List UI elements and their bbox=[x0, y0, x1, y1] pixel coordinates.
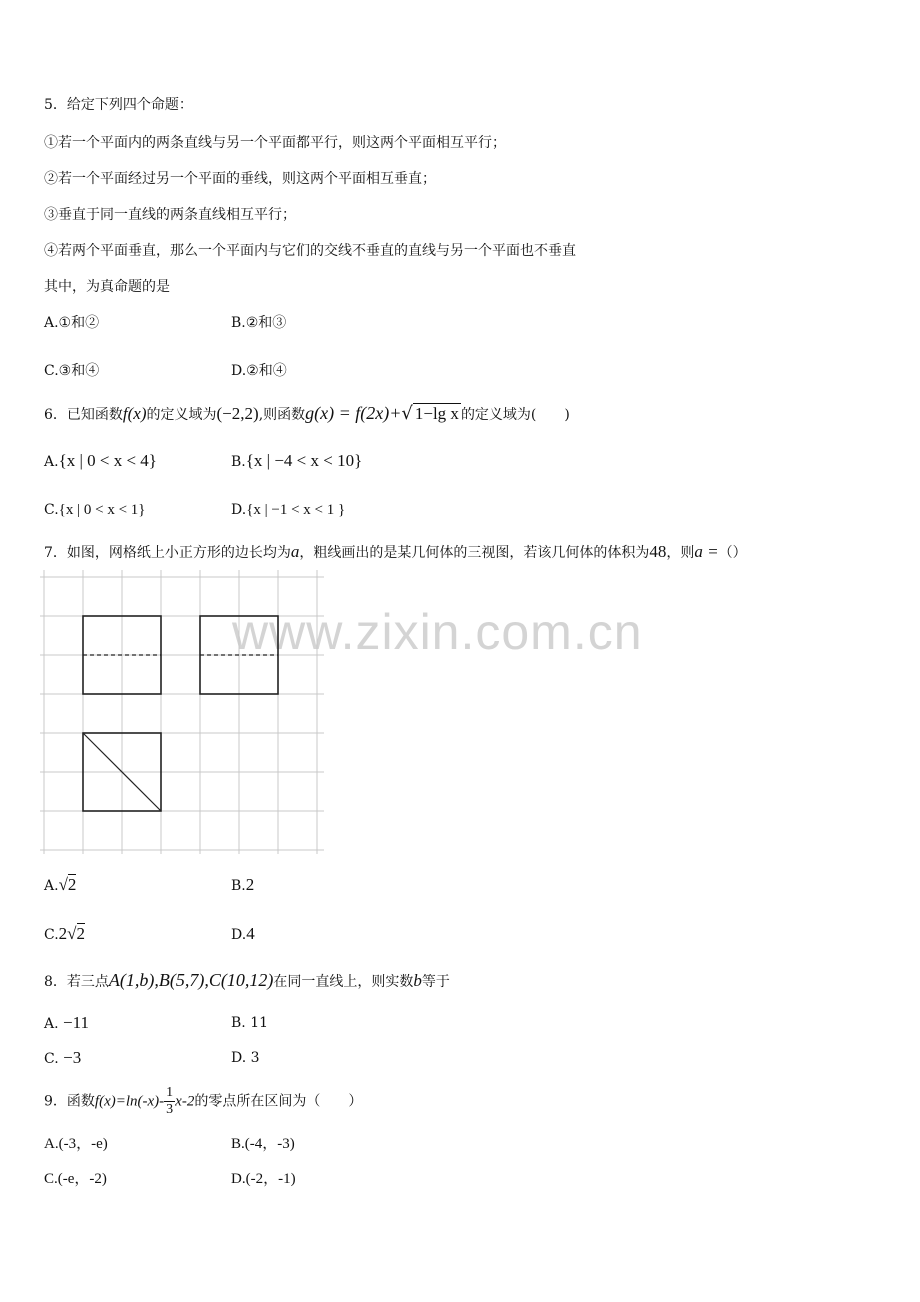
q6-pre: 6．已知函数 bbox=[44, 407, 123, 423]
q6-post: 的定义域为( ) bbox=[460, 407, 570, 423]
q5-stem: 5．给定下列四个命题： bbox=[44, 97, 193, 113]
q7-option-b[interactable] bbox=[231, 875, 254, 896]
q6-domain: (−2,2) bbox=[216, 404, 259, 423]
q5-option-c[interactable]: C.③和④ bbox=[44, 363, 100, 379]
sqrt-icon: √ bbox=[58, 875, 68, 894]
q7-option-a-value: 2 bbox=[67, 875, 77, 894]
q7-mid: ，粗线画出的是某几何体的三视图，若该几何体的体积为 bbox=[299, 545, 650, 561]
q8-option-c-value: −3 bbox=[63, 1048, 82, 1067]
q7-pre: 7．如图，网格纸上小正方形的边长均为 bbox=[44, 545, 291, 561]
q6-option-a-label: A. bbox=[44, 454, 59, 470]
q9-fx: f(x)=ln(-x)- bbox=[94, 1093, 165, 1110]
q7-post1: ，则 bbox=[666, 545, 695, 561]
q6-option-c[interactable] bbox=[44, 500, 146, 520]
q7-eq: a = bbox=[694, 542, 719, 561]
q8-option-b[interactable]: B. 11 bbox=[231, 1015, 269, 1031]
q6-option-b-label: B. bbox=[231, 454, 246, 470]
q6-option-d-value: {x | −1 < x < 1 } bbox=[246, 502, 346, 518]
q5-option-b[interactable]: B.②和③ bbox=[231, 315, 287, 331]
sqrt-icon: √ bbox=[67, 924, 77, 943]
q7-option-c-coef: 2 bbox=[58, 924, 68, 943]
q6-option-b[interactable] bbox=[231, 451, 362, 472]
q6-mid1: 的定义域为 bbox=[146, 407, 217, 423]
q8-mid: 在同一直线上，则实数 bbox=[273, 974, 414, 990]
q6-option-c-value: {x | 0 < x < 1} bbox=[58, 502, 146, 518]
q6-sqrt-body: 1−lg x bbox=[414, 404, 459, 423]
q9-option-b[interactable]: B.(-4，-3) bbox=[231, 1136, 295, 1152]
q9-denominator: 3 bbox=[166, 1102, 174, 1117]
q8-var: b bbox=[413, 971, 422, 990]
q9-tail: x-2 bbox=[175, 1093, 195, 1110]
q5-option-d[interactable]: D.②和④ bbox=[231, 363, 287, 379]
q5-option-a[interactable]: A.①和② bbox=[44, 315, 100, 331]
q6-option-b-value: {x | −4 < x < 10} bbox=[245, 451, 363, 470]
q6-option-c-label: C. bbox=[44, 502, 59, 518]
q5-proposition-1: ①若一个平面内的两条直线与另一个平面都平行，则这两个平面相互平行； bbox=[44, 135, 506, 151]
q7-option-a[interactable] bbox=[44, 875, 76, 896]
watermark: www.zixin.com.cn bbox=[232, 604, 643, 660]
q5-proposition-4: ④若两个平面垂直，那么一个平面内与它们的交线不垂直的直线与另一个平面也不垂直 bbox=[44, 243, 576, 259]
q8-option-c-label: C. bbox=[44, 1051, 59, 1067]
q9-numerator: 1 bbox=[166, 1085, 174, 1100]
q8-points: A(1,b),B(5,7),C(10,12) bbox=[108, 970, 274, 990]
q8-pre: 8．若三点 bbox=[44, 974, 109, 990]
q9-stem bbox=[44, 1085, 362, 1118]
q7-volume: 48 bbox=[649, 542, 667, 561]
q6-option-d-label: D. bbox=[231, 502, 247, 518]
q7-option-c-value: 2 bbox=[76, 924, 86, 943]
q9-post: 的零点所在区间为（ ） bbox=[194, 1093, 363, 1110]
q6-fx: f(x) bbox=[122, 404, 147, 423]
q5-proposition-2: ②若一个平面经过另一个平面的垂线，则这两个平面相互垂直； bbox=[44, 171, 436, 187]
three-view-figure bbox=[40, 570, 330, 860]
q8-option-c[interactable] bbox=[44, 1048, 81, 1069]
q7-option-d-value: 4 bbox=[246, 924, 255, 943]
q7-option-c-label: C. bbox=[44, 927, 59, 943]
q8-option-d[interactable]: D. 3 bbox=[231, 1050, 260, 1066]
q7-option-d-label: D. bbox=[231, 927, 247, 943]
q7-option-a-label: A. bbox=[44, 878, 59, 894]
q8-stem bbox=[44, 970, 450, 992]
q8-option-a-label: A. bbox=[44, 1016, 59, 1032]
sqrt-icon: √ bbox=[401, 403, 413, 424]
q7-option-d[interactable] bbox=[231, 924, 255, 945]
q5-proposition-3: ③垂直于同一直线的两条直线相互平行； bbox=[44, 207, 296, 223]
q7-post2: （） bbox=[718, 545, 747, 561]
q9-pre: 9．函数 bbox=[44, 1093, 95, 1110]
q7-var: a bbox=[290, 542, 300, 561]
q7-option-b-label: B. bbox=[231, 878, 246, 894]
q7-stem bbox=[44, 542, 747, 563]
q7-option-c[interactable] bbox=[44, 924, 85, 945]
q5-question: 其中，为真命题的是 bbox=[44, 279, 170, 295]
q9-option-d[interactable]: D.(-2，-1) bbox=[231, 1171, 296, 1187]
q6-gx: g(x) = f(2x)+ bbox=[305, 403, 402, 423]
q9-option-c[interactable]: C.(-e，-2) bbox=[44, 1171, 107, 1187]
q6-option-a-value: {x | 0 < x < 4} bbox=[58, 451, 157, 470]
q8-option-a[interactable] bbox=[44, 1013, 89, 1034]
q6-option-a[interactable] bbox=[44, 451, 157, 472]
q8-option-a-value: −11 bbox=[63, 1013, 89, 1032]
q7-option-b-value: 2 bbox=[245, 875, 255, 894]
q9-fraction bbox=[164, 1085, 175, 1118]
q9-option-a[interactable]: A.(-3，-e) bbox=[44, 1136, 108, 1152]
q8-post: 等于 bbox=[421, 974, 450, 990]
q6-stem bbox=[44, 403, 570, 425]
q6-mid2: ,则函数 bbox=[258, 407, 306, 423]
q6-option-d[interactable] bbox=[231, 500, 345, 520]
